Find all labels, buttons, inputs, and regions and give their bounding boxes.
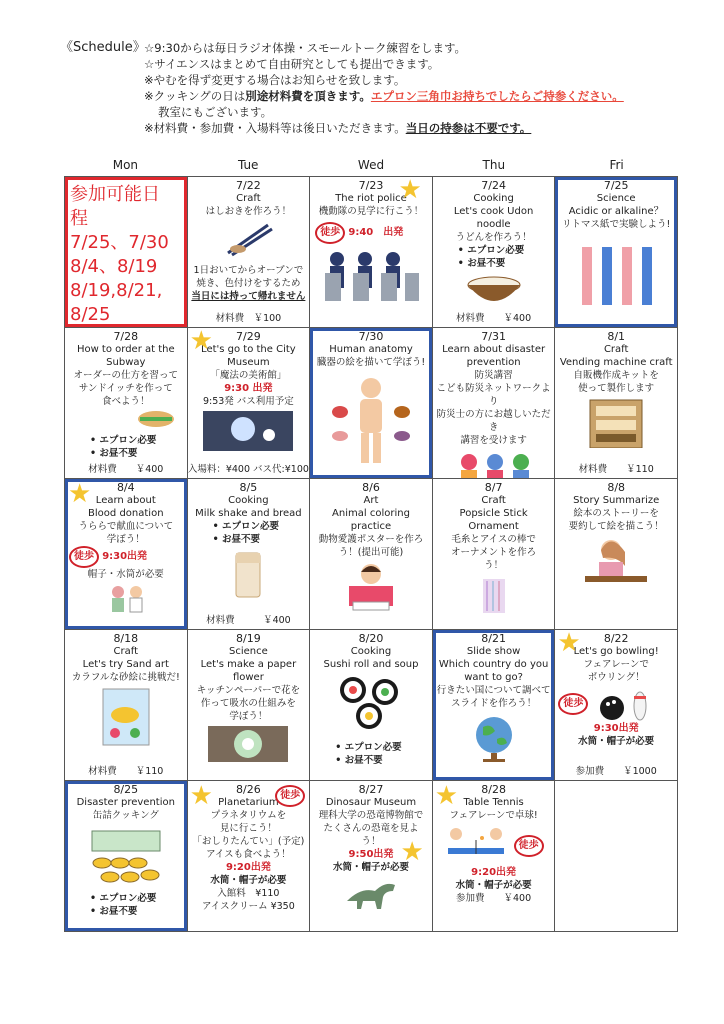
availability-line: 8/19,8/21,: [70, 280, 163, 301]
globe-illustration: [469, 713, 519, 763]
star-icon: ★: [557, 630, 581, 658]
cell-desc: サンドイッチを作って: [78, 383, 173, 394]
cell-desc: ボウリング！: [587, 672, 645, 683]
day-cell-7-25: [555, 177, 678, 328]
header-line: 教室にもございます。: [158, 105, 273, 119]
cell-english: Popsicle Stick Ornament: [459, 508, 528, 532]
sand-art-photo: [101, 687, 151, 747]
header-text: ※クッキングの日は: [144, 89, 246, 103]
cell-category: Craft: [481, 495, 506, 506]
availability-line: 8/4、8/19: [70, 256, 158, 277]
udon-bowl-illustration: [464, 273, 524, 305]
day-cell-7-23: [310, 177, 433, 328]
sandwich-illustration: [136, 408, 176, 430]
paper-flower-photo: [208, 726, 288, 762]
header-text: ※材料費・参加費・入場料等は後日いただきます。: [144, 121, 406, 135]
checklist-item: • エプロン必要: [457, 245, 525, 256]
checklist-item: • お昼不要: [90, 906, 138, 917]
cell-fee: 参加費 ￥400: [456, 893, 532, 904]
cell-date: 8/4: [116, 481, 135, 494]
cell-date: 7/24: [481, 179, 506, 192]
checklist-item: • エプロン必要: [90, 893, 157, 904]
cell-desc: う！: [361, 836, 381, 847]
day-label: Thu: [482, 158, 506, 172]
cell-category: Planetarium: [218, 797, 279, 808]
cell-category: Learn about disaster prevention: [442, 344, 546, 368]
cell-desc: うどんを作ろう！: [455, 232, 532, 243]
cell-category: Science: [229, 646, 268, 657]
cell-date: 8/22: [603, 632, 629, 645]
lunch-note: お昼不要: [99, 448, 138, 459]
calendar-grid: [64, 176, 678, 932]
cell-desc: たくさんの恐竜を見よ: [323, 823, 419, 834]
cell-desc: こども防災ネットワークより: [436, 383, 551, 407]
lunch-note: お昼不要: [99, 906, 138, 917]
cell-desc: う！(提出可能): [338, 547, 404, 558]
cell-category: Art: [363, 495, 379, 506]
checklist-item: • お昼不要: [212, 534, 260, 545]
cell-desc: リトマス紙で実験しよう!: [562, 219, 671, 230]
blood-donation-illustration: [106, 584, 146, 614]
day-cell-8-1: [555, 328, 678, 479]
day-cell-8-25: [65, 781, 188, 932]
day-cell-7-31: [433, 328, 556, 479]
day-cell-7-22: [188, 177, 311, 328]
museum-photo: [203, 411, 293, 451]
day-cell-8-22: [555, 630, 678, 781]
cell-category: Dinosaur Museum: [325, 797, 417, 808]
cell-category: Cooking: [473, 193, 514, 204]
cell-category: The riot police: [335, 193, 407, 204]
cell-english: Vending machine craft: [559, 357, 673, 368]
departure-time: 9:20出発: [225, 862, 271, 873]
litmus-paper-illustration: [576, 241, 656, 305]
cell-desc: プラネタリウムを: [210, 810, 287, 821]
cell-english: want to go?: [464, 672, 523, 683]
day-cell-8-6: [310, 479, 433, 630]
star-icon: ★: [398, 177, 422, 205]
cell-desc: 防災士の方にお越しいただき: [436, 409, 551, 433]
disaster-kids-illustration: [449, 450, 539, 479]
walk-badge: 徒歩: [69, 546, 99, 568]
cell-category: Let's go to the City Museum: [201, 344, 296, 368]
day-cell-8-7: [433, 479, 556, 630]
cell-category: Cooking: [350, 646, 392, 657]
lunch-note: お昼不要: [467, 258, 506, 269]
cell-fee: 参加費 ￥1000: [575, 766, 657, 777]
ornament-photo: [479, 575, 509, 615]
apron-note: エプロン必要: [467, 245, 525, 256]
cell-date: 8/8: [607, 481, 626, 494]
cell-desc: うららで献血について: [78, 521, 174, 532]
day-cell-8-18: [65, 630, 188, 781]
cell-fee: 材料費 ￥110: [88, 766, 164, 777]
vending-machine-illustration: [586, 398, 646, 448]
checklist-item: • エプロン必要: [212, 521, 279, 532]
cell-english: Acidic or alkaline？: [568, 206, 664, 217]
cell-fee: 材料費 ￥100: [215, 313, 282, 324]
cell-desc: 作って吸水の仕組みを: [200, 698, 296, 709]
availability-cell: [65, 177, 188, 328]
departure-time: 9:30出発: [102, 551, 148, 562]
cell-category: Table Tennis: [463, 797, 524, 808]
departure-time: 9:30出発: [593, 723, 639, 734]
header-line: ☆9:30からは毎日ラジオ体操・スモールトーク練習をします。: [144, 41, 467, 55]
star-icon: ★: [434, 781, 459, 811]
day-label: Fri: [609, 158, 624, 172]
cell-desc: 行きたい国について調べて: [436, 685, 551, 696]
cell-desc: 学ぼう！: [106, 534, 145, 545]
cell-english: Sushi roll and soup: [323, 659, 419, 670]
cell-desc: キッチンペーパーで花を: [196, 685, 301, 696]
header-text: エプロン三角巾お持ちでしたらご持参ください。: [370, 89, 624, 103]
cell-desc: 学ぼう！: [229, 711, 268, 722]
cell-desc: フェアレーンで卓球!: [449, 810, 538, 821]
cell-date: 7/22: [236, 179, 261, 192]
availability-line: 参加可能日: [70, 184, 160, 205]
anatomy-illustration: [326, 372, 416, 472]
cell-date: 8/7: [484, 481, 503, 494]
cell-desc: 「魔法の美術館」: [210, 370, 287, 381]
availability-line: 8/25: [70, 304, 111, 325]
cell-date: 7/23: [358, 179, 384, 192]
cell-note: 水筒・帽子が必要: [210, 875, 287, 886]
cell-category: Craft: [113, 646, 139, 657]
cell-date: 8/18: [113, 632, 139, 645]
cell-category: Blood donation: [88, 508, 164, 519]
checklist-item: • お昼不要: [90, 448, 138, 459]
cell-desc: 食べよう！: [102, 396, 150, 407]
walk-badge: 徒歩: [558, 693, 588, 715]
cell-date: 7/29: [236, 330, 261, 343]
cell-english: Let's try Sand art: [82, 659, 169, 670]
cell-english: Which country do you: [438, 659, 549, 670]
availability-line: 7/25、7/30: [70, 232, 169, 253]
cell-english: Let's cook Udon noodle: [453, 206, 534, 230]
day-label: Mon: [112, 158, 139, 172]
cell-desc: 使って製作します: [578, 383, 655, 394]
dinosaur-illustration: [341, 877, 401, 911]
checklist-item: • お昼不要: [457, 258, 506, 269]
schedule-label: 《Schedule》: [60, 40, 146, 55]
walk-badge: 徒歩: [275, 785, 305, 807]
star-icon: ★: [189, 328, 213, 356]
cell-note: 当日には持って帰れません: [191, 291, 306, 302]
checklist-item: • エプロン必要: [90, 435, 157, 446]
cell-category: Learn about: [95, 495, 156, 506]
day-cell-8-27: [310, 781, 433, 932]
star-icon: ★: [68, 479, 92, 509]
cell-note: 1日おいてからオーブンで: [193, 265, 304, 276]
day-cell-8-8: [555, 479, 678, 630]
cell-desc: 絵本のストーリーを: [573, 508, 659, 519]
cell-date: 8/25: [113, 783, 139, 796]
cell-date: 8/1: [607, 330, 626, 343]
cell-desc: カラフルな砂絵に挑戦だ!: [71, 672, 180, 683]
apron-note: エプロン必要: [344, 742, 402, 753]
lunch-note: お昼不要: [221, 534, 260, 545]
cell-english: Animal coloring practice: [332, 508, 410, 532]
cell-english: Milk shake and bread: [195, 508, 302, 519]
cell-fee: アイスクリーム ¥350: [202, 901, 295, 912]
day-cell-8-26: [188, 781, 311, 932]
cell-note: 水筒・帽子が必要: [578, 736, 655, 747]
checklist-item: • お昼不要: [335, 755, 383, 766]
cell-desc: 臓器の絵を描いて学ぼう!: [316, 357, 426, 368]
cell-date: 8/19: [236, 632, 261, 645]
cell-date: 8/26: [236, 783, 261, 796]
cell-desc: 「おしりたんてい」(予定): [192, 836, 305, 847]
riot-police-illustration: [321, 247, 421, 303]
departure-time: 9:40 出発: [348, 227, 404, 238]
walk-badge: 徒歩: [315, 222, 345, 244]
cell-date: 8/6: [362, 481, 380, 494]
cell-desc: 自販機作成キットを: [573, 370, 659, 381]
cell-desc: フェアレーンで: [583, 659, 649, 670]
schedule-header: [60, 40, 670, 136]
header-text: 別途材料費を頂きます。: [245, 89, 371, 103]
cell-category: Craft: [236, 193, 261, 204]
cell-fee: 入場料：¥400 バス代:¥100: [187, 464, 309, 475]
departure-time: 9:50出発: [348, 849, 394, 860]
cell-fee: 材料費 ￥400: [88, 464, 164, 475]
cell-desc: スライドを作ろう！: [450, 698, 537, 709]
day-label: Tue: [237, 158, 259, 172]
cell-desc: 毛糸とアイスの棒で: [451, 534, 536, 545]
walk-badge: 徒歩: [514, 835, 544, 857]
header-text: 当日の持参は不要です。: [405, 121, 532, 135]
cell-desc: オーダーの仕方を習って: [73, 370, 179, 381]
cell-desc: 防災講習: [474, 370, 513, 381]
table-tennis-illustration: [444, 826, 508, 866]
cell-category: Slide show: [466, 646, 521, 657]
day-cell-8-5: [188, 479, 311, 630]
cell-desc: 機動隊の見学に行こう！: [318, 206, 424, 217]
bowling-illustration: [598, 686, 654, 722]
coloring-girl-illustration: [341, 562, 401, 612]
header-line: ※やむを得ず変更する場合はお知らせを致します。: [144, 73, 406, 87]
day-cell-7-24: [433, 177, 556, 328]
star-icon: ★: [400, 837, 424, 867]
cell-category: Science: [596, 193, 636, 204]
milkshake-photo: [226, 549, 270, 599]
day-cell-7-28: [65, 328, 188, 479]
sushi-roll-illustration: [331, 674, 411, 734]
apron-note: エプロン必要: [99, 435, 157, 446]
weekday-header: [64, 158, 678, 172]
day-label: Wed: [357, 158, 385, 172]
cell-desc: はしおきを作ろう！: [205, 206, 292, 217]
cell-date: 8/28: [481, 783, 506, 796]
cell-fee: 材料費 ￥110: [578, 464, 654, 475]
empty-cell: [555, 781, 678, 932]
canned-food-illustration: [86, 825, 166, 885]
apron-note: エプロン必要: [221, 521, 279, 532]
cell-english: Let's go bowling!: [573, 646, 659, 657]
day-cell-7-30: [310, 328, 433, 479]
cell-date: 8/21: [481, 632, 506, 645]
cell-desc: 見に行こう！: [219, 823, 277, 834]
cell-date: 7/25: [603, 179, 629, 192]
cell-note: 水筒・帽子が必要: [455, 880, 532, 891]
cell-note: 水筒・帽子が必要: [332, 862, 409, 873]
cell-fee: 入館料 ¥110: [217, 888, 280, 899]
cell-date: 8/5: [239, 481, 258, 494]
cell-category: How to order at the Subway: [76, 344, 175, 368]
reading-girl-illustration: [581, 536, 651, 586]
cell-desc: う！: [484, 560, 504, 571]
day-cell-8-20: [310, 630, 433, 781]
day-cell-8-19: [188, 630, 311, 781]
departure-time: 9:20出発: [471, 867, 517, 878]
cell-desc: 要約して絵を描こう！: [568, 521, 664, 532]
cell-desc: 動物愛護ポスターを作ろ: [318, 534, 424, 545]
day-cell-8-4: [65, 479, 188, 630]
cell-fee: 材料費 ￥400: [206, 615, 291, 626]
cell-desc: 缶詰クッキング: [92, 810, 159, 821]
cell-category: Disaster prevention: [76, 797, 175, 808]
checklist-item: • エプロン必要: [335, 742, 402, 753]
cell-note: 焼き、色付けをするため: [196, 278, 301, 289]
cell-date: 7/28: [113, 330, 139, 343]
cell-note: 帽子・水筒が必要: [87, 569, 164, 580]
star-icon: ★: [189, 781, 213, 811]
cell-date: 8/20: [358, 632, 384, 645]
cell-english: Let's make a paper flower: [200, 659, 297, 683]
cell-category: Craft: [603, 344, 629, 355]
cell-note: 9:53発 バス利用予定: [202, 396, 294, 407]
lunch-note: お昼不要: [344, 755, 383, 766]
cell-category: Story Summarize: [573, 495, 660, 506]
cell-fee: 材料費 ￥400: [456, 313, 532, 324]
header-line: [144, 120, 670, 136]
cell-date: 7/31: [481, 330, 506, 343]
availability-line: 程: [70, 208, 88, 229]
cell-desc: 理科大学の恐竜博物館で: [318, 810, 424, 821]
day-cell-8-21: [433, 630, 556, 781]
cell-desc: オーナメントを作ろ: [451, 547, 537, 558]
chopstick-rest-illustration: [218, 221, 278, 257]
cell-date: 7/30: [358, 330, 384, 343]
departure-time: 9:30 出発: [224, 383, 273, 394]
cell-category: Human anatomy: [329, 344, 413, 355]
cell-desc: アイスも食べよう！: [206, 849, 291, 860]
apron-note: エプロン必要: [99, 893, 157, 904]
cell-category: Cooking: [228, 495, 269, 506]
cell-desc: 講習を受けます: [460, 435, 527, 446]
day-cell-8-28: [433, 781, 556, 932]
header-line: ☆サイエンスはまとめて自由研究としても提出できます。: [144, 57, 440, 71]
cell-date: 8/27: [358, 783, 384, 796]
day-cell-7-29: [188, 328, 311, 479]
header-line: [144, 88, 670, 104]
